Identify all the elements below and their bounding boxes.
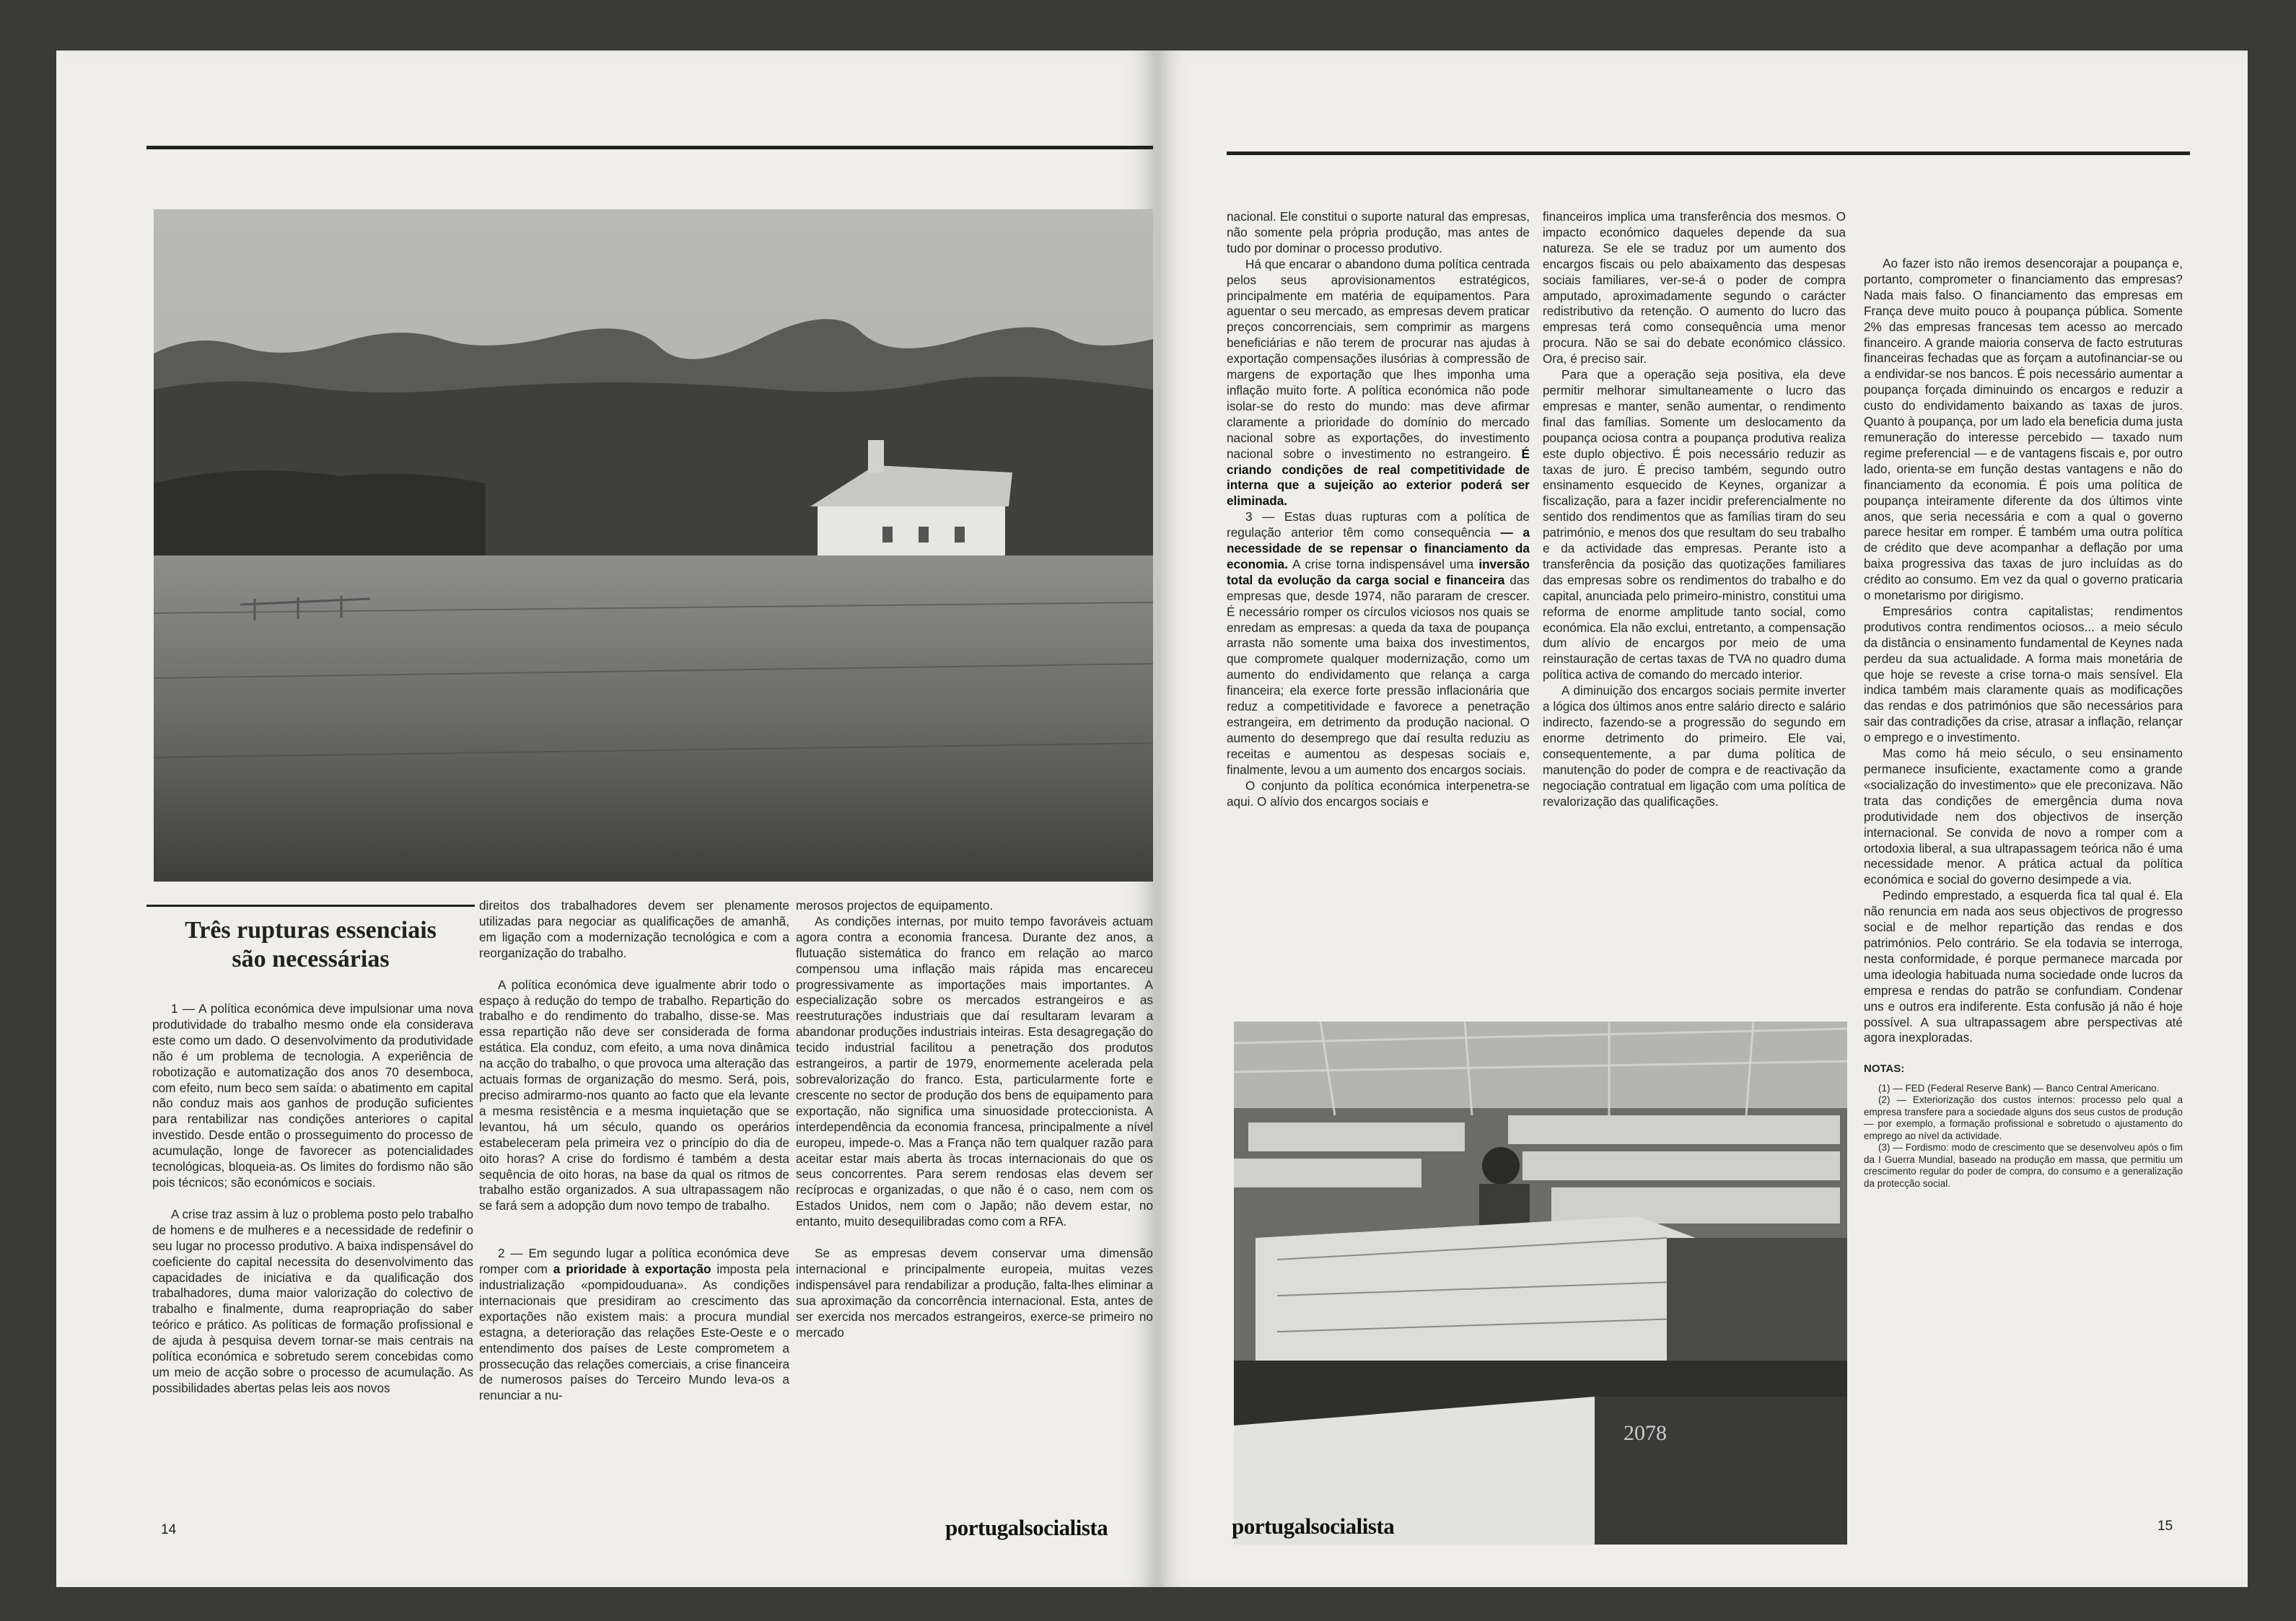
top-rule (146, 146, 1153, 149)
paragraph: merosos projectos de equipamento. (796, 898, 994, 913)
title-rule (146, 905, 475, 907)
title-line-2: são necessárias (232, 946, 390, 972)
right-column-1 (1227, 209, 1530, 809)
magazine-brand: portugalsocialista (1232, 1514, 1395, 1539)
paragraph: 1 — A política económica deve impulsionar uma nova produtividade do trabalho mesmo onde ela considerava este como um dado. O desenvolvimento da produtividade não é um problema de tecnologia. A experiência de robotização e automatização dos anos 70 desemboca, com efeito, num beco sem saída: o abatimento em capital não conduz mais aos ganhos de produção suficientes para rentabilizar nas condições anteriores o capital investido. Desde então o prosseguimento do processo de acumulação, longe de favorecer as potencialidades tecnológicas, bloqueia-as. Os limites do fordismo não são pois técnicos; são económicos e sociais. (152, 1001, 473, 1190)
left-column-3 (796, 898, 1153, 1340)
paragraph: O conjunto da política económica interpenetra-se aqui. O alívio dos encargos sociais e (1227, 778, 1530, 809)
paragraph: A crise traz assim à luz o problema posto pelo trabalho de homens e de mulheres e a necessidade de redefinir o seu lugar no processo produtivo. A baixa indispensável do coeficiente do capital necessita do desenvolvimento das capacidades de iniciativa e da qualificação dos trabalhadores, duma maior valorização do colectivo de trabalho e finalmente, duma reapropriação do saber teórico e prático. As políticas de formação profissional e de ajuda à pesquisa devem tornar-se mais centrais na política económica e sobretudo serem concebidas como um meio de acção sobre o processo de acumulação. As possibilidades abertas pelas leis aos novos (152, 1206, 473, 1395)
paragraph: direitos dos trabalhadores devem ser plenamente utilizadas para negociar as qualificações de amanhã, em ligação com a modernização tecnológica e com a reorganização do trabalho. (479, 898, 789, 960)
paragraph: A política económica deve igualmente abrir todo o espaço à redução do tempo de trabalho. Repartição do trabalho e do rendimento do trabalho, disse-se. Mas essa repartição não deve ser considerada de forma estática. Ela conduz, com efeito, a uma nova dinâmica na acção do trabalho, o que provoca uma alteração das actuais formas de organização do mesmo. Será, pois, preciso admirarmo-nos quanto ao facto que ela levante a mesma resistência e a mesma inquietação que se levantou, há um século, quando os operários estabeleceram pela primeira vez o princípio do dia de oito horas? A crise do fordismo é também a desta sequência de oito horas, na base da qual os ritmos de trabalho estão organizados. A sua ultrapassagem não se fará sem a adopção dum novo tempo de trabalho. (479, 977, 789, 1213)
emphasis: É criando condições de real competitividade de interna que a sujeição ao exterior poderá ser eliminada. (1227, 446, 1530, 509)
footnote: (2) — Exteriorização dos custos internos: processo pelo qual a empresa transfere para a sociedade alguns dos seus custos de produção — por exemplo, a formação profissional e sobretudo o ajustamento do emprego ao nível da actividade. (1864, 1094, 2183, 1141)
right-column-2 (1543, 209, 1846, 809)
paragraph: Se as empresas devem conservar uma dimensão internacional e principalmente europeia, muitas vezes indispensável para rendabilizar a produção, falta-lhes eliminar a sua aproximação da concorrência internacional. Esta, antes de ser exercida nos mercados estrangeiros, exerce-se primeiro no mercado (796, 1246, 1153, 1340)
right-page (1158, 50, 2248, 1587)
page-number: 15 (2157, 1519, 2173, 1534)
notes-heading: NOTAS: (1864, 1063, 1905, 1076)
paragraph: As condições internas, por muito tempo favoráveis actuam agora contra a economia francesa. Durante dez anos, a flutuação sistemática do franco em relação ao marco compensou uma inflação mais rápida mas encareceu progressivamente as importações mais importantes. A especialização sobre os mercados estrangeiros e as reestruturações industriais que daí resultaram levaram a abandonar produções industriais inteiras. Esta desagregação do tecido industrial facilitou a penetração dos produtos estrangeiros, a partir de 1979, enormemente acelerada pela sobrevalorização do franco. Esta, particularmente forte e crescente no sector de produção dos bens de equipamento para exportação, não significa uma sinuosidade proteccionista. A interdependência da economia francesa, principalmente a nível europeu, impede-o. Mas a França não tem qualquer razão para aceitar estar mais aberta às trocas internacionais do que os seus concorrentes. Para serem rendosas elas devem ser recíprocas e organizadas, o que não é o caso, nem com os Estados Unidos, nem com o Japão; não devem estar, no entanto, muito desequilibradas como com a RFA. (796, 913, 1153, 1229)
paragraph: Ao fazer isto não iremos desencorajar a poupança e, portanto, comprometer o financiamento das empresas? Nada mais falso. O financiamento das empresas em França deve muito pouco à poupança pública. Somente 2% das empresas francesas tem acesso ao mercado financeiro. A grande maioria conserva de facto estruturas financeiras fechadas que as forçam a autofinanciar-se ou a endividar-se nos bancos. É pois necessário aumentar a poupança forçada diminuindo os encargos e reduzir a custo do endividamento baixando as taxas de juros. Quanto à poupança, por um lado ela beneficia duma justa remuneração do interesse percebido — taxado num regime preferencial — e de vantagens fiscais e, por outro lado, orienta-se em função destas vantagens e não do financiamento da economia. É pois uma política de poupança inteiramente diferente da dos últimos vinte anos, que seria necessária e com a qual o governo parece hesitar em romper. É também uma outra política de crédito que deve acompanhar a deflação por uma baixa progressiva das taxas de juro incluídas as do crédito ao consumo. Em vez da qual o governo praticaria o monetarismo por dirigismo. (1864, 256, 2183, 603)
paragraph: A diminuição dos encargos sociais permite inverter a lógica dos últimos anos entre salário directo e salário indirecto, fazendo-se a progressão do segundo em enorme detrimento do primeiro. Ele vai, consequentemente, a par duma política de manutenção do poder de compra e de reactivação da negociação contratual em ligação com uma política de revalorização das qualificações. (1543, 683, 1846, 809)
footnote: (1) — FED (Federal Reserve Bank) — Banco Central Americano. (1878, 1082, 2160, 1094)
paragraph: Há que encarar o abandono duma política centrada pelos seus aprovisionamentos estratégicos, principalmente em matéria de equipamentos. Para aguentar o seu mercado, as empresas devem praticar preços concorrenciais, sem comprimir as margens beneficiárias e não terem de procurar nas ajudas à exportação compensações ilusórias à compressão de margens de exportação que lhes imponha uma inflação muito forte. A política económica não pode isolar-se do resto do mundo: mas deve afirmar claramente a prioridade do domínio do mercado nacional sobre as exportações, do investimento nacional sobre o investimento no estrangeiro. É criando condições de real competitividade de interna que a sujeição ao exterior poderá ser eliminada. (1227, 256, 1530, 509)
emphasis: inversão total da evolução da carga social e financeira (1227, 556, 1530, 587)
footnotes (1864, 1063, 2183, 1190)
loom-number: 2078 (1624, 1421, 1667, 1445)
left-page (56, 50, 1155, 1587)
paragraph: Mas como há meio século, o seu ensinamento permanece insuficiente, exactamente como a grande «socialização do investimento» que ele preconizava. Não trata das condições de emergência duma nova produtividade nem dos objectivos de inserção internacional. Se convida de novo a romper com a ortodoxia liberal, a sua ultrapassagem teórica não é uma necessidade menor. A prática actual da política económica e social do governo desimpede a via. (1864, 746, 2183, 887)
paragraph: 2 — Em segundo lugar a política económica deve romper com a prioridade à exportação imposta pela industrialização «pompidouduana». As condições internacionais que presidiram ao crescimento das exportações não existem mais: a procura mundial estagna, a deterioração das relações Este-Oeste e o entendimento dos países de Leste comprometem a prossecução das relações comerciais, a crise financeira de numerosos países do Terceiro Mundo leva-os a renunciar a nu- (479, 1246, 790, 1403)
magazine-brand: portugalsocialista (945, 1515, 1108, 1540)
landscape-photo (154, 209, 1153, 882)
right-column-3 (1864, 256, 2183, 1190)
paragraph: Empresários contra capitalistas; rendimentos produtivos contra rendimentos ociosos... a meio século da distância o ensinamento fundamental de Keynes nada perdeu da sua actualidade. A forma mais monetária de que hoje se reveste a crise torna-o mais sensível. Ela indica também mais claramente quais as modificações das rendas e dos patrimónios que são necessários para sair das contradições da crise, atrasar a inflação, relançar o emprego e o investimento. (1864, 603, 2183, 745)
emphasis: a prioridade à exportação (553, 1262, 711, 1277)
title-line-1: Três rupturas essenciais (185, 917, 437, 944)
paragraph: financeiros implica uma transferência dos mesmos. O impacto económico daqueles depende da sua natureza. Se ele se traduz por um aumento dos encargos fiscais ou pelo abaixamento das despesas sociais familiares, ver-se-á o poder de compra amputado, aproximadamente segundo o carácter redistributivo da retenção. O aumento do lucro das empresas terá como consequência uma menor procura. Não se sai do debate económico clássico. Ora, é preciso sair. (1543, 209, 1846, 366)
paragraph: 3 — Estas duas rupturas com a política de regulação anterior têm como consequência — a necessidade de se repensar o financiamento da economia. A crise torna indispensável uma inversão total da evolução da carga social e financeira das empresas que, desde 1974, não pararam de crescer. É necessário romper os círculos viciosos nos quais se enredam as empresas: a queda da taxa de poupança arrasta não somente uma baixa dos investimentos, que compromete qualquer modernização, como um aumento do endividamento que relança a carga financeira; ela exerce forte pressão inflacionária que reduz a competitividade e favorece a penetração estrangeira, em detrimento da produção nacional. O aumento do desemprego que daí resulta reduziu as receitas e aumentou as despesas sociais e, finalmente, levou a um aumento dos encargos sociais. (1227, 509, 1530, 777)
paragraph: Pedindo emprestado, a esquerda fica tal qual é. Ela não renuncia em nada aos seus objectivos de progresso social e de melhor repartição das rendas e dos patrimónios. Pelo contrário. Se ela todavia se interroga, nesta conformidade, é porque permanece marcada por uma ideologia habituada numa sociedade onde lucros da empresa e rendas do patrão se confundiam. Condenar uns e outros era indiferente. Esta confusão já não é hoje possível. A sua ultrapassagem abre perspectivas até agora inexploradas. (1864, 888, 2183, 1045)
page-number: 14 (161, 1522, 177, 1537)
emphasis: — a necessidade de se repensar o financiamento da economia. (1227, 525, 1530, 571)
top-rule (1227, 151, 2190, 155)
article-title (146, 916, 475, 974)
footnote: (3) — Fordismo: modo de crescimento que se desenvolveu após o fim da I Guerra Mundial, baseado na produção em massa, que permitiu um crescimento regular do poder de compra, do consumo e a generalização da protecção social. (1864, 1142, 2183, 1189)
paragraph: nacional. Ele constitui o suporte natural das empresas, não somente pela própria produção, mas antes de tudo por dominar o processo produtivo. (1227, 209, 1530, 255)
left-column-1 (152, 1001, 473, 1397)
paragraph: Para que a operação seja positiva, ela deve permitir melhorar simultaneamente o lucro das empresas e manter, senão aumentar, o rendimento final das famílias. Somente um deslocamento da poupança ociosa contra a poupança produtiva realiza este duplo objectivo. É pois necessário reduzir as taxas de juro. É preciso também, segundo outro ensinamento esquecido de Keynes, organizar a fiscalização, para a fazer incidir preferencialmente no sentido dos rendimentos que as famílias tiram do seu património, e menos dos que resultam do seu trabalho e da actividade das empresas. Perante isto a transferência da posição das quotizações familiares das empresas sobre os rendimentos do trabalho e do capital, anunciada pelo primeiro-ministro, constitui uma reforma de enorme amplitude tanto social, como económica. Ela não exclui, entretanto, a compensação dum alívio de encargos por meio de uma reinstauração de certas taxas de TVA no quadro duma política activa de comando do mercado interior. (1543, 367, 1846, 682)
left-column-2 (479, 898, 789, 1404)
factory-photo (1234, 1022, 1847, 1545)
